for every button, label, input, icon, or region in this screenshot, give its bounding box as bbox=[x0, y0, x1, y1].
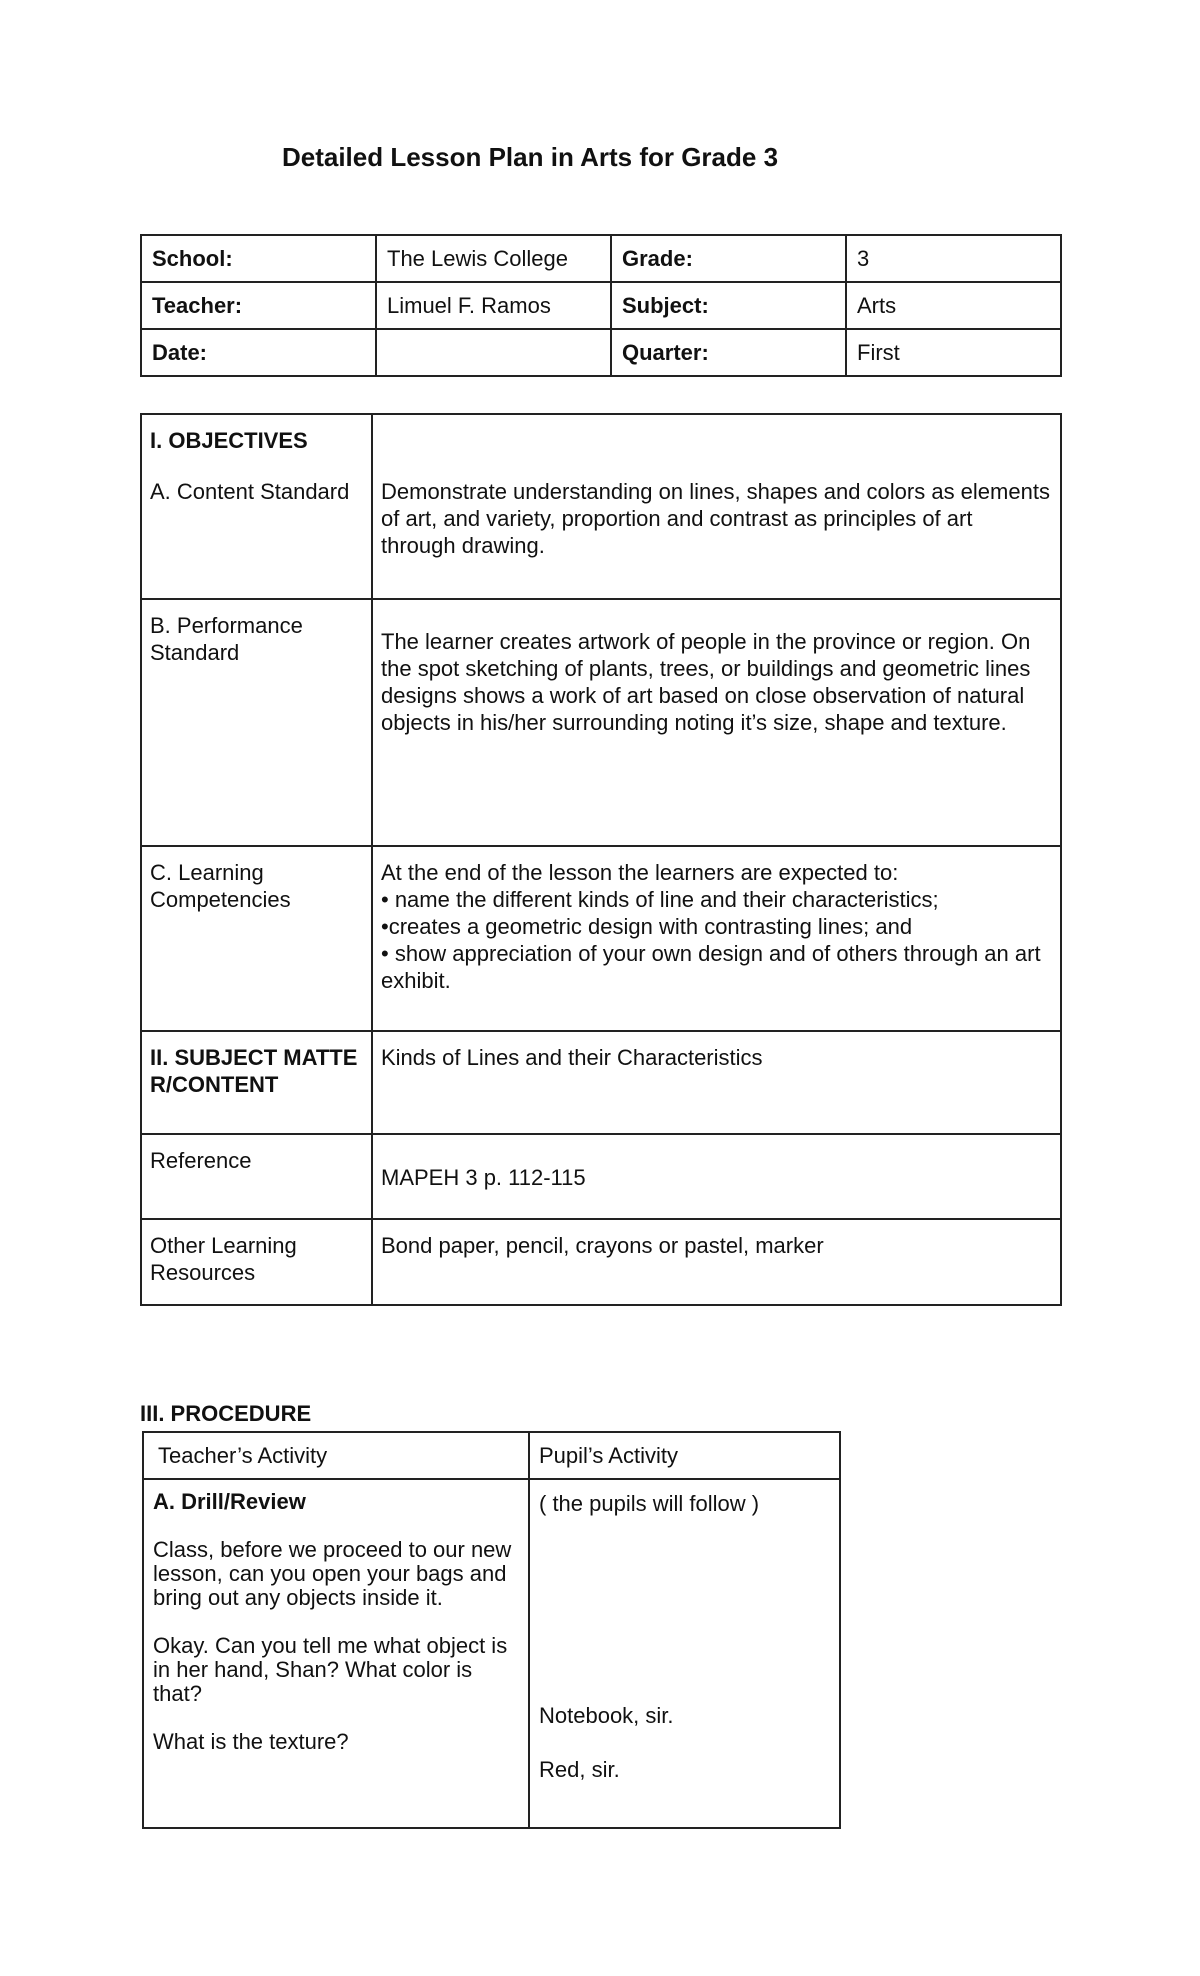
competency-item: •creates a geometric design with contrasting lines; and bbox=[381, 914, 913, 939]
school-label: School: bbox=[141, 235, 376, 282]
subject-value: Arts bbox=[846, 282, 1061, 329]
performance-standard-text: The learner creates artwork of people in the province or region. On the spot sketching of plants, trees, or buildings and geometric lines designs shows a work of art based on close observation of natural objects in his/her surrounding noting it’s size, shape and texture. bbox=[381, 629, 1031, 735]
date-label: Date: bbox=[141, 329, 376, 376]
grade-label: Grade: bbox=[611, 235, 846, 282]
subject-matter-label-cell bbox=[141, 1031, 372, 1134]
school-info-table bbox=[140, 234, 1062, 377]
teacher-activity-header: Teacher’s Activity bbox=[143, 1432, 529, 1479]
subject-matter-text: Kinds of Lines and their Characteristics bbox=[381, 1045, 763, 1070]
reference-label-cell bbox=[141, 1134, 372, 1219]
competency-item: • show appreciation of your own design and of others through an art exhibit. bbox=[381, 941, 1041, 993]
content-standard-label: A. Content Standard bbox=[150, 479, 350, 504]
teacher-activity-cell bbox=[143, 1479, 529, 1828]
content-standard-cell bbox=[372, 414, 1061, 599]
document-title: Detailed Lesson Plan in Arts for Grade 3 bbox=[281, 142, 779, 172]
quarter-value: First bbox=[846, 329, 1061, 376]
teacher-line: Okay. Can you tell me what object is in her hand, Shan? What color is that? bbox=[153, 1633, 508, 1706]
procedure-table bbox=[142, 1431, 841, 1829]
pupil-line: Red, sir. bbox=[539, 1757, 620, 1782]
other-resources-text: Bond paper, pencil, crayons or pastel, marker bbox=[381, 1233, 824, 1258]
content-standard-label-cell bbox=[141, 414, 372, 599]
procedure-heading: III. PROCEDURE bbox=[140, 1401, 312, 1426]
drill-review-heading: A. Drill/Review bbox=[153, 1489, 306, 1514]
other-resources-label: Other Learning Resources bbox=[150, 1233, 297, 1285]
grade-value: 3 bbox=[846, 235, 1061, 282]
date-value bbox=[376, 329, 611, 376]
performance-standard-label: B. Performance Standard bbox=[150, 613, 303, 665]
competencies-label-cell bbox=[141, 846, 372, 1031]
teacher-line: Class, before we proceed to our new lesson, can you open your bags and bring out any objects inside it. bbox=[153, 1537, 512, 1610]
teacher-line: What is the texture? bbox=[153, 1729, 349, 1754]
teacher-label: Teacher: bbox=[141, 282, 376, 329]
pupil-line: Notebook, sir. bbox=[539, 1703, 674, 1728]
pupil-activity-cell bbox=[529, 1479, 840, 1828]
pupil-line: ( the pupils will follow ) bbox=[539, 1491, 760, 1516]
objectives-table bbox=[140, 413, 1062, 1306]
performance-standard-cell bbox=[372, 599, 1061, 846]
pupil-activity-header: Pupil’s Activity bbox=[529, 1432, 840, 1479]
performance-standard-label-cell bbox=[141, 599, 372, 846]
subject-label: Subject: bbox=[611, 282, 846, 329]
school-value: The Lewis College bbox=[376, 235, 611, 282]
content-standard-text: Demonstrate understanding on lines, shapes and colors as elements of art, and variety, proportion and contrast as principles of art through drawing. bbox=[381, 479, 1050, 558]
quarter-label: Quarter: bbox=[611, 329, 846, 376]
reference-cell bbox=[372, 1134, 1061, 1219]
other-resources-label-cell bbox=[141, 1219, 372, 1305]
competency-item: • name the different kinds of line and their characteristics; bbox=[381, 887, 939, 912]
other-resources-cell bbox=[372, 1219, 1061, 1305]
competencies-cell bbox=[372, 846, 1061, 1031]
competencies-label: C. Learning Competencies bbox=[150, 860, 291, 912]
reference-label: Reference bbox=[150, 1148, 252, 1173]
reference-text: MAPEH 3 p. 112-115 bbox=[381, 1165, 586, 1190]
subject-matter-label: II. SUBJECT MATTER/CONTENT bbox=[150, 1045, 358, 1097]
subject-matter-cell bbox=[372, 1031, 1061, 1134]
objectives-heading: I. OBJECTIVES bbox=[150, 428, 308, 453]
competencies-intro: At the end of the lesson the learners are expected to: bbox=[381, 860, 899, 885]
teacher-value: Limuel F. Ramos bbox=[376, 282, 611, 329]
